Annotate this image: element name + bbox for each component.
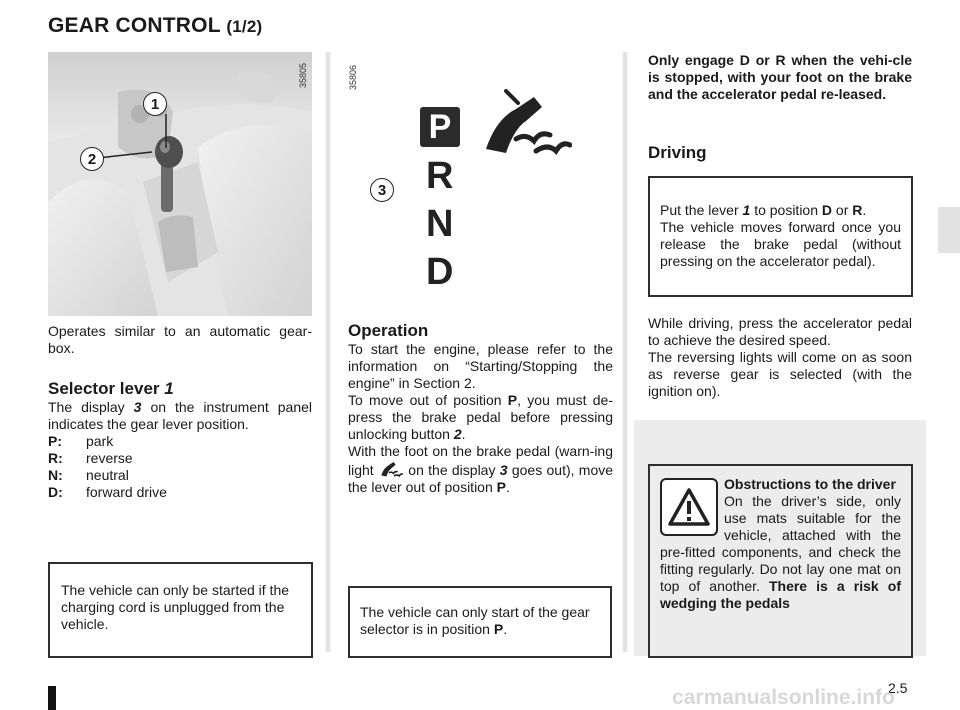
selector-text-b: on the instrument panel indicates the gear lever position. [48, 399, 313, 432]
section-tab [938, 207, 960, 253]
gear-p-indicator [420, 107, 460, 147]
operation-p1: To start the engine, please refer to the information on “Starting/Stopping the engine” in Section 2. [348, 341, 613, 391]
operation-p3: With the foot on the brake pedal (warn-ing light on the display 3 goes out), move the lever out of position P. [348, 443, 614, 495]
driving-box-or: or [835, 202, 849, 218]
engage-warning: Only engage D or R when the vehi-cle is stopped, with your foot on the brake and the accelerator pedal re-leased. [648, 52, 912, 102]
gear-selector-note-text: The vehicle can only start of the gear selector is in position [360, 604, 590, 637]
gear-value: reverse [86, 450, 133, 466]
driving-box-a: Put the lever [660, 202, 739, 218]
operation-p2: To move out of position P, you must de-press the brake pedal before pressing unlocking button 2. [348, 392, 613, 442]
gear-key: N: [48, 467, 63, 483]
image-ref-photo: 35805 [298, 62, 308, 88]
gear-letter-r: R [426, 155, 454, 197]
gear-value: neutral [86, 467, 129, 483]
operation-p3-a: With the foot on the brake pedal (warn-ing light [348, 443, 613, 478]
selector-heading-text: Selector lever [48, 379, 160, 398]
gear-letter-p: P [428, 107, 452, 146]
gear-key: P: [48, 433, 62, 449]
operation-p2-p: P [507, 392, 518, 408]
gear-lever-illustration [48, 52, 312, 316]
driving-box-c: The vehicle moves forward once you release the brake pedal (without pressing on the accelerator pedal). [660, 219, 901, 269]
operation-p3-num: 3 [499, 462, 508, 478]
driving-box-num: 1 [742, 202, 751, 218]
operation-p3-c: goes out), move the lever out of position [348, 462, 614, 495]
watermark: carmanualsonline.info [672, 686, 895, 709]
selector-text [48, 399, 312, 433]
column-divider-left [325, 52, 331, 652]
callout-3: 3 [370, 178, 394, 202]
gear-selector-note: The vehicle can only start of the gear selector is in position P. [348, 586, 612, 658]
selector-text-a: The display [48, 399, 125, 415]
selector-text-num: 3 [133, 399, 142, 415]
gear-letter-d: D [426, 251, 454, 293]
warning-light-icon [378, 460, 404, 478]
page-title-text: GEAR CONTROL [48, 14, 221, 37]
operation-p3-p: P [496, 479, 506, 495]
warning-triangle-icon [660, 478, 718, 536]
selector-heading-num: 1 [164, 379, 174, 398]
operation-p2-num: 2 [453, 426, 462, 442]
page-title-part: (1/2) [226, 17, 263, 36]
gear-letter-n: N [426, 203, 454, 245]
warning-triangle-svg [667, 487, 711, 527]
driving-text [648, 315, 912, 400]
driving-heading: Driving [648, 143, 707, 162]
callout-2: 2 [80, 147, 104, 171]
selector-section [48, 379, 312, 501]
operation-heading: Operation [348, 321, 429, 340]
gear-key: R: [48, 450, 63, 466]
charging-cord-note-text: The vehicle can only be started if the charging cord is unplugged from the vehicle. [61, 582, 290, 632]
intro-text: Operates similar to an automatic gear-box. [48, 323, 312, 356]
callout-1: 1 [143, 92, 167, 116]
gear-display-illustration [348, 55, 612, 320]
driving-p2: The reversing lights will come on as soon as reverse gear is selected (with the ignition on). [648, 349, 912, 399]
gear-value: park [86, 433, 114, 449]
driving-box-b: to position [754, 202, 819, 218]
obstruction-text: On the driver’s side, only use mats suitable for the vehicle, attached with the pre-fitted components, and check the fitting regularly. Do not lay one mat on top of another. [660, 493, 901, 594]
corner-mark [48, 686, 56, 710]
image-ref-display: 35806 [348, 64, 358, 90]
obstruction-bold: There is a risk of wedging the pedals [660, 578, 901, 611]
gear-definitions [48, 433, 312, 501]
gear-selector-note-p: P [493, 621, 504, 637]
obstruction-warning-box [648, 464, 913, 658]
operation-p2-a: To move out of position [348, 392, 502, 408]
gear-key: D: [48, 484, 63, 500]
brake-foot-icon [476, 89, 572, 159]
driving-box-d: D [821, 202, 833, 218]
gear-lever-photo [48, 52, 312, 316]
operation-p2-b: , you must de-press the brake pedal before pressing unlocking button [348, 392, 613, 442]
operation-section [348, 321, 613, 496]
column-divider-right [622, 52, 628, 652]
charging-cord-note [48, 562, 313, 658]
driving-p1: While driving, press the accelerator pedal to achieve the desired speed. [648, 315, 912, 348]
page-number: 2.5 [888, 680, 908, 696]
page-title [48, 14, 262, 38]
gear-value: forward drive [86, 484, 167, 500]
selector-heading [48, 379, 312, 399]
driving-instruction-box: Put the lever 1 to position D or R. The vehicle moves forward once you release the brake pedal (without pressing on the accelerator pedal). [648, 176, 913, 297]
driving-box-r: R [852, 202, 863, 218]
operation-p3-b: on the display [408, 462, 496, 478]
obstruction-title: Obstructions to the driver [724, 476, 896, 492]
